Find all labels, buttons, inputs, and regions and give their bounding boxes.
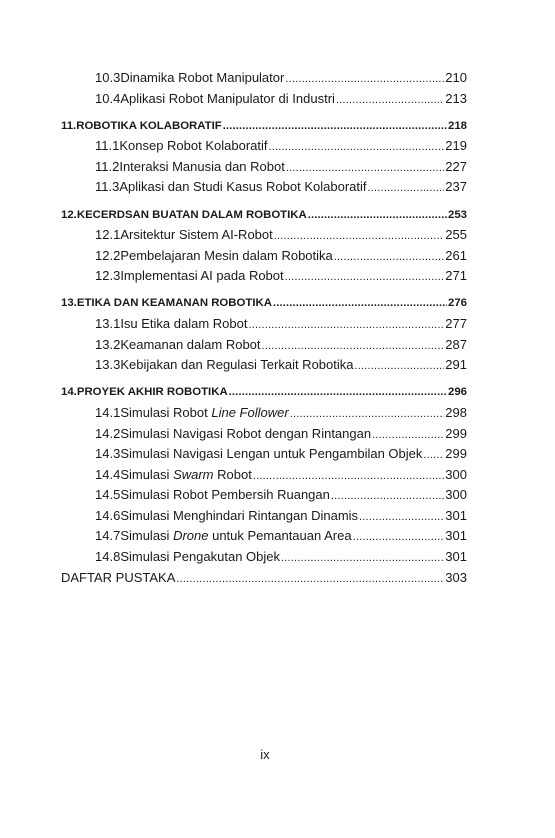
page-number: 210 [445,70,467,85]
section-number: 13.3 [95,357,121,373]
page-number: 237 [445,179,467,195]
section-number: 14.2 [95,425,121,441]
chapter-title: PROYEK AKHIR ROBOTIKA [76,386,228,399]
toc-entry-daftar-pustaka [61,568,467,589]
footer-page-number: ix [260,747,270,762]
section-title: Simulasi Menghindari Rintangan Dinamis [120,507,359,523]
section-number: 14.8 [95,549,121,565]
section-title: Aplikasi Robot Manipulator di Industri [120,90,335,106]
title-text-end: untuk Pemantauan Area [208,528,352,544]
section-title: Simulasi Robot Pembersih Ruangan [120,487,330,503]
section-number: 14.3 [95,446,121,462]
chapter-number: 11. [61,119,77,132]
dot-leader [274,226,445,247]
section-number: 14.6 [95,507,121,523]
dot-leader [372,425,444,446]
toc-entry-10-4 [61,89,467,110]
section-number: 13.2 [95,336,121,352]
section-title [120,526,351,547]
toc-entry-13-2 [61,335,467,356]
dot-leader [249,315,445,336]
section-title: Aplikasi dan Studi Kasus Robot Kolaboratif [119,179,367,195]
toc-chapter-12 [61,205,467,226]
toc-entry-14-3 [61,444,467,465]
page-number: 291 [445,357,467,373]
section-title: Dinamika Robot Manipulator [120,70,285,85]
toc-chapter-13 [61,293,467,314]
dot-leader [355,356,445,377]
dot-leader [334,247,445,268]
dot-leader [285,69,444,90]
section-number: 14.4 [95,466,121,482]
page-number: 253 [447,208,467,221]
page-number: 301 [445,507,467,523]
toc-entry-14-6 [61,506,467,527]
section-title: Simulasi Pengakutan Objek [120,549,281,565]
section-title: Interaksi Manusia dan Robot [119,158,285,174]
toc-entry-10-3 [61,68,467,89]
dot-leader [286,158,444,179]
section-number: 13.1 [95,316,121,332]
page-number: 296 [447,386,467,399]
page-number: 219 [445,138,467,154]
dot-leader [273,293,447,314]
section-title [120,403,288,424]
section-number: 12.3 [95,268,121,284]
toc-entry-14-8 [61,547,467,568]
toc-chapter-11 [61,116,467,137]
toc-entry-11-3 [61,177,467,198]
toc-entry-14-5 [61,485,467,506]
dot-leader [423,445,444,466]
section-title: Arsitektur Sistem AI-Robot [120,227,273,243]
title-text-end: Robot [213,466,252,482]
page-number: 303 [445,569,467,585]
title-text: Simulasi [120,528,174,544]
title-italic-term: Swarm [173,466,214,482]
chapter-title: ETIKA DAN KEAMANAN ROBOTIKA [76,297,272,310]
toc-entry-14-7 [61,526,467,547]
toc-entry-12-1 [61,225,467,246]
section-title: DAFTAR PUSTAKA [61,569,176,585]
section-title: Simulasi Navigasi Lengan untuk Pengambilan Objek [120,446,423,462]
dot-leader [176,569,444,590]
title-text: Simulasi [120,466,174,482]
section-title: Isu Etika dalam Robot [120,316,248,332]
section-number: 10.4 [95,90,121,106]
page-number: 301 [445,528,467,544]
section-number: 10.3 [95,70,121,85]
section-number: 11.3 [95,179,120,195]
page-number: 298 [445,404,467,420]
section-title: Pembelajaran Mesin dalam Robotika [120,247,333,263]
page-number: 218 [447,119,467,132]
title-italic-term: Drone [173,528,209,544]
toc-entry-12-2 [61,246,467,267]
page-number: 299 [445,446,467,462]
section-number: 14.1 [95,404,121,420]
page-number: 301 [445,549,467,565]
dot-leader [368,178,445,199]
toc-entry-14-2 [61,424,467,445]
section-number: 12.2 [95,247,121,263]
chapter-number: 14. [61,386,77,399]
dot-leader [253,466,444,487]
toc-entry-11-1 [61,136,467,157]
section-title: Konsep Robot Kolaboratif [119,138,268,154]
section-title: Keamanan dalam Robot [120,336,261,352]
dot-leader [353,527,445,548]
toc-entry-11-2 [61,157,467,178]
page-number: 271 [445,268,467,284]
page-number: 213 [445,90,467,106]
dot-leader [281,548,444,569]
page-number: 255 [445,227,467,243]
dot-leader [331,486,444,507]
chapter-title: ROBOTIKA KOLABORATIF [76,119,222,132]
section-number: 14.7 [95,528,121,544]
dot-leader [223,116,447,137]
section-title: Implementasi AI pada Robot [120,268,284,284]
page-number: 300 [445,487,467,503]
dot-leader [285,267,445,288]
section-title: Kebijakan dan Regulasi Terkait Robotika [120,357,354,373]
page-number: 277 [445,316,467,332]
section-title [120,465,252,486]
dot-leader [336,90,444,111]
dot-leader [359,507,444,528]
dot-leader [262,336,445,357]
dot-leader [308,205,447,226]
page-number: 299 [445,425,467,441]
toc-entry-12-3 [61,266,467,287]
section-number: 11.2 [95,158,120,174]
dot-leader [290,404,445,425]
chapter-title: KECERDSAN BUATAN DALAM ROBOTIKA [76,208,307,221]
page-number: 287 [445,336,467,352]
toc-entry-13-1 [61,314,467,335]
section-number: 11.1 [95,138,120,154]
toc-entry-13-3 [61,355,467,376]
section-title: Simulasi Navigasi Robot dengan Rintangan [120,425,372,441]
title-text: Simulasi Robot [120,404,212,420]
toc-entry-14-4 [61,465,467,486]
page-number: 300 [445,466,467,482]
table-of-contents [61,68,467,588]
section-number: 12.1 [95,227,121,243]
page-number: 261 [445,247,467,263]
toc-entry-14-1 [61,403,467,424]
dot-leader [229,382,447,403]
page-number: 227 [445,158,467,174]
chapter-number: 12. [61,208,77,221]
chapter-number: 13. [61,297,77,310]
section-number: 14.5 [95,487,121,503]
toc-chapter-14 [61,382,467,403]
page-number: 276 [447,297,467,310]
title-italic-term: Line Follower [211,404,289,420]
dot-leader [269,137,445,158]
